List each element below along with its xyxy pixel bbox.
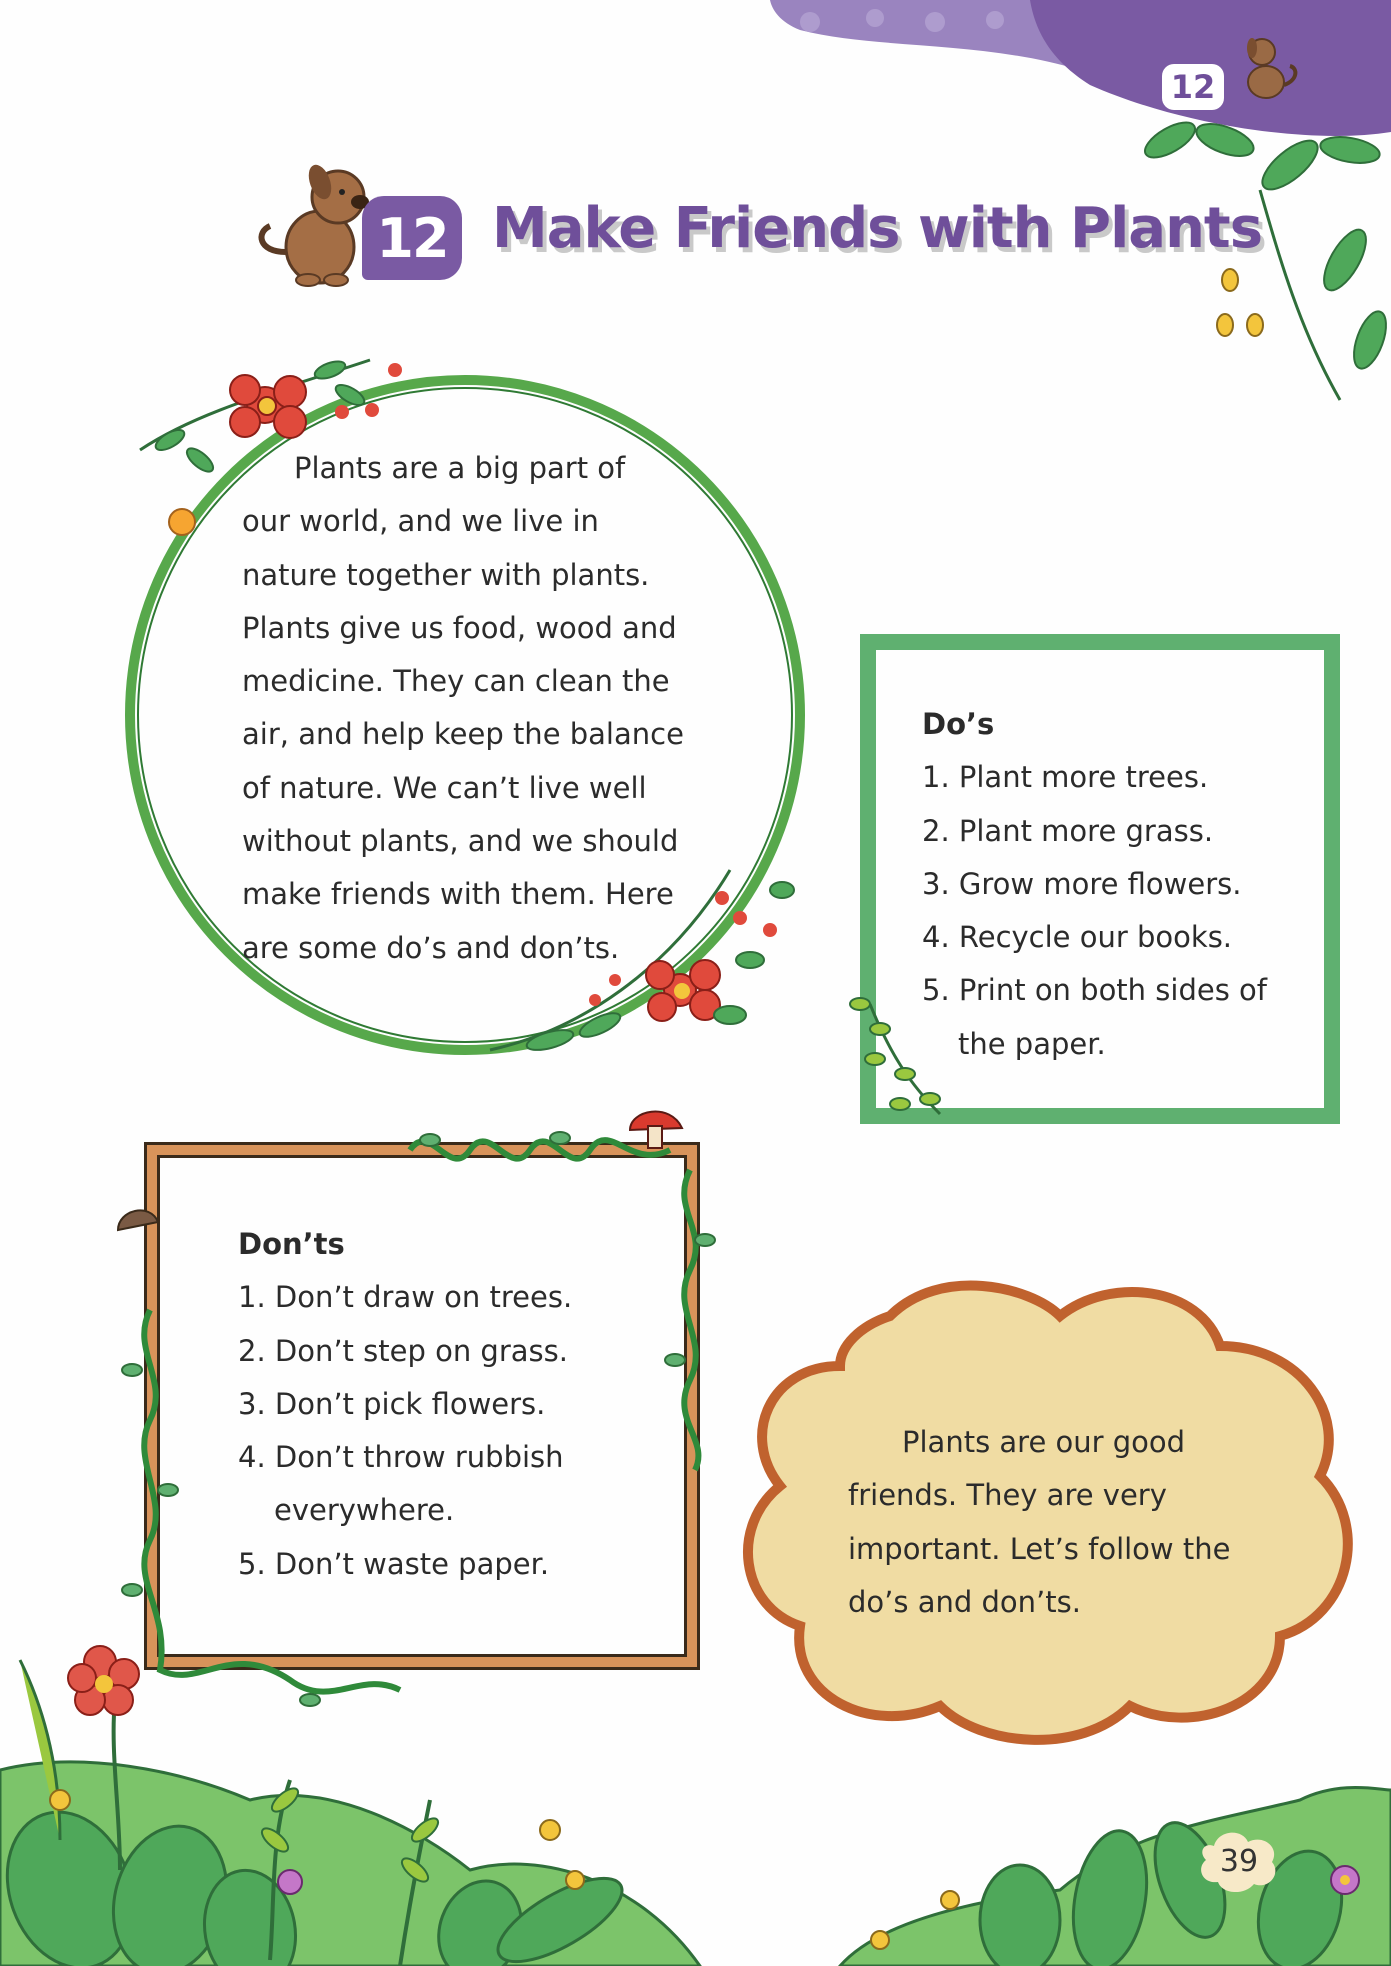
- dos-item: 5. Print on both sides of the paper.: [922, 973, 1267, 1061]
- donts-item: 3. Don’t pick flowers.: [238, 1386, 546, 1421]
- intro-line: nature together with plants.: [242, 557, 650, 592]
- intro-line: of nature. We can’t live well: [242, 770, 647, 805]
- dos-list: [922, 698, 1302, 1071]
- dos-item: 3. Grow more flowers.: [922, 866, 1242, 901]
- intro-line: our world, and we live in: [242, 504, 599, 539]
- donts-item: 4. Don’t throw rubbish everywhere.: [238, 1440, 564, 1528]
- intro-line: make friends with them. Here: [242, 877, 674, 912]
- intro-line: air, and help keep the balance: [242, 717, 684, 752]
- bottom-foliage-decoration: [0, 1600, 1391, 1966]
- intro-line: Plants give us food, wood and: [242, 610, 677, 645]
- corner-dog-icon: [1228, 30, 1304, 106]
- dos-item: 1. Plant more trees.: [922, 760, 1209, 795]
- dos-item: 2. Plant more grass.: [922, 813, 1214, 848]
- intro-line: Plants are a big part of: [294, 451, 626, 485]
- summary-line: friends. They are very: [848, 1478, 1167, 1513]
- intro-paragraph: [242, 442, 692, 975]
- intro-line: without plants, and we should: [242, 824, 679, 859]
- donts-item: 5. Don’t waste paper.: [238, 1546, 550, 1581]
- donts-heading: Don’ts: [238, 1227, 345, 1261]
- summary-paragraph: [848, 1416, 1268, 1629]
- chapter-number-badge: 12: [362, 196, 462, 280]
- dos-heading: Do’s: [922, 707, 995, 741]
- dos-item: 4. Recycle our books.: [922, 920, 1233, 955]
- page-number: 39: [1219, 1843, 1259, 1879]
- intro-line: medicine. They can clean the: [242, 664, 670, 699]
- summary-line: do’s and don’ts.: [848, 1584, 1081, 1619]
- corner-chapter-number: 12: [1162, 64, 1224, 110]
- page-title: Make Friends with Plants: [492, 196, 1263, 261]
- summary-line: Plants are our good: [902, 1425, 1186, 1459]
- donts-item: 2. Don’t step on grass.: [238, 1333, 568, 1368]
- intro-line: are some do’s and don’ts.: [242, 930, 620, 965]
- summary-line: important. Let’s follow the: [848, 1531, 1231, 1566]
- donts-list: [238, 1218, 658, 1591]
- donts-item: 1. Don’t draw on trees.: [238, 1280, 573, 1315]
